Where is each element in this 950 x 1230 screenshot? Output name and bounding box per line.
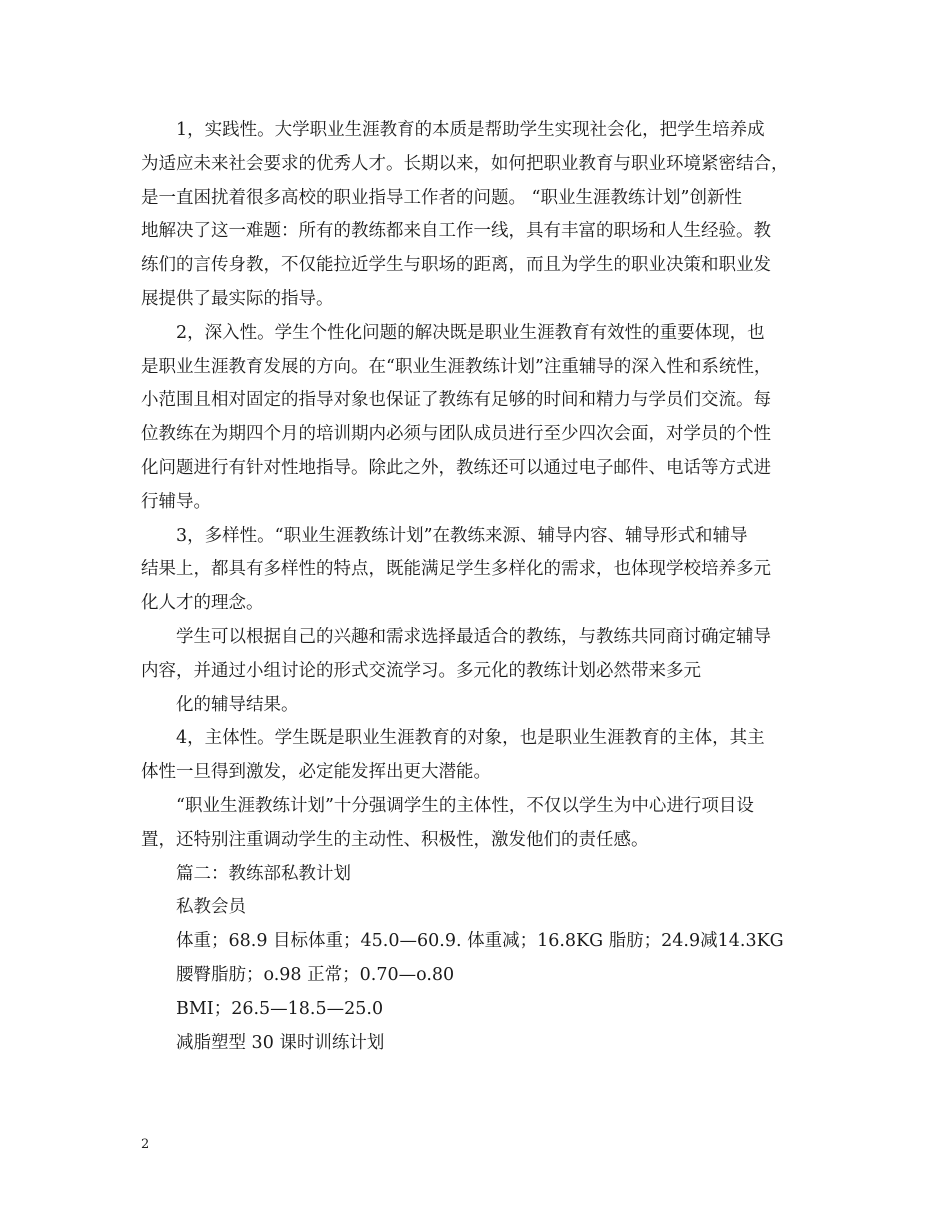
paragraph-line: 体重；68.9 目标体重；45.0—60.9. 体重减；16.8KG 脂肪；24.9减14.3KG bbox=[176, 931, 784, 952]
section-heading: 篇二：教练部私教计划 bbox=[176, 863, 351, 884]
paragraph-line: 是职业生涯教育发展的方向。在“职业生涯教练计划”注重辅导的深入性和系统性， bbox=[141, 356, 772, 377]
paragraph-line: 置，还特别注重调动学生的主动性、积极性，激发他们的责任感。 bbox=[141, 829, 649, 850]
paragraph-line: “职业生涯教练计划”十分强调学生的主体性，不仅以学生为中心进行项目设 bbox=[176, 795, 754, 816]
paragraph-line: 化人才的理念。 bbox=[141, 593, 264, 614]
page-number: 2 bbox=[141, 1137, 150, 1152]
paragraph-line: 减脂塑型 30 课时训练计划 bbox=[176, 1032, 385, 1053]
paragraph-line: 是一直困扰着很多高校的职业指导工作者的问题。 “职业生涯教练计划”创新性 bbox=[141, 187, 742, 208]
paragraph-line: 行辅导。 bbox=[141, 491, 211, 512]
paragraph-line: 3，多样性。“职业生涯教练计划”在教练来源、辅导内容、辅导形式和辅导 bbox=[176, 525, 748, 546]
paragraph-line: 结果上，都具有多样性的特点，既能满足学生多样化的需求，也体现学校培养多元 bbox=[141, 559, 771, 580]
paragraph-line: 学生可以根据自己的兴趣和需求选择最适合的教练，与教练共同商讨确定辅导 bbox=[176, 626, 771, 647]
paragraph-line: 腰臀脂肪；o.98 正常；0.70—o.80 bbox=[176, 964, 455, 985]
paragraph-line: 化问题进行有针对性地指导。除此之外，教练还可以通过电子邮件、电话等方式进 bbox=[141, 457, 771, 478]
paragraph-line: 内容，并通过小组讨论的形式交流学习。多元化的教练计划必然带来多元 bbox=[141, 660, 701, 681]
paragraph-line: 小范围且相对固定的指导对象也保证了教练有足够的时间和精力与学员们交流。每 bbox=[141, 390, 771, 411]
paragraph-line: 2，深入性。学生个性化问题的解决既是职业生涯教育有效性的重要体现，也 bbox=[176, 322, 765, 343]
paragraph-line: 位教练在为期四个月的培训期内必须与团队成员进行至少四次会面，对学员的个性 bbox=[141, 424, 771, 445]
document-body bbox=[141, 114, 817, 1060]
paragraph-line: 化的辅导结果。 bbox=[176, 694, 299, 715]
paragraph-line: BMI；26.5—18.5—25.0 bbox=[176, 998, 384, 1019]
paragraph-line: 练们的言传身教，不仅能拉近学生与职场的距离，而且为学生的职业决策和职业发 bbox=[141, 255, 771, 276]
paragraph-line: 1，实践性。大学职业生涯教育的本质是帮助学生实现社会化，把学生培养成 bbox=[176, 120, 765, 140]
paragraph-line: 私教会员 bbox=[176, 897, 246, 918]
paragraph-line: 为适应未来社会要求的优秀人才。长期以来，如何把职业教育与职业环境紧密结合， bbox=[141, 153, 789, 174]
paragraph-line: 地解决了这一难题：所有的教练都来自工作一线，具有丰富的职场和人生经验。教 bbox=[141, 221, 771, 242]
paragraph-line: 4，主体性。学生既是职业生涯教育的对象，也是职业生涯教育的主体，其主 bbox=[176, 728, 765, 749]
paragraph-line: 体性一旦得到激发，必定能发挥出更大潜能。 bbox=[141, 762, 491, 783]
paragraph-line: 展提供了最实际的指导。 bbox=[141, 288, 334, 309]
